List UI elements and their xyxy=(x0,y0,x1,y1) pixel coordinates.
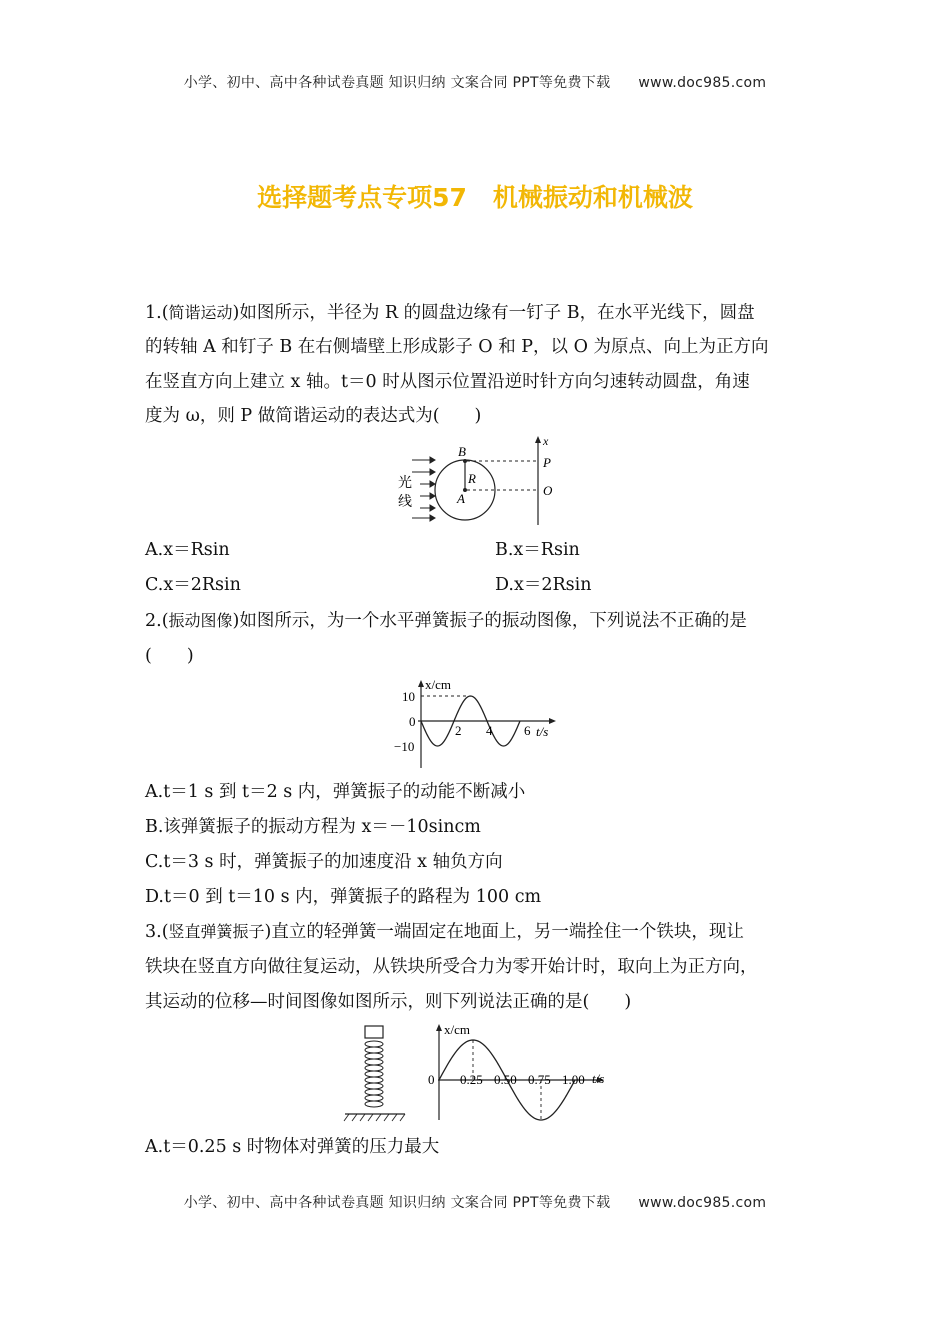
q1-figure xyxy=(390,432,565,528)
title-sub: 机械振动和机械波 xyxy=(492,183,693,212)
q1-topic: 简谐运动 xyxy=(168,303,233,322)
q3-topic: 竖直弹簧振子 xyxy=(168,922,265,941)
label-a: A xyxy=(457,491,465,506)
q3-xtick-025: 0.25 xyxy=(460,1072,483,1087)
iron-block xyxy=(365,1026,383,1038)
q3-xtick-100: 1.00 xyxy=(562,1072,585,1087)
q2-xtick-6: 6 xyxy=(524,723,531,738)
header-site[interactable]: www.doc985.com xyxy=(638,75,767,91)
footer-text: 小学、初中、高中各种试卷真题 知识归纳 文案合同 PPT等免费下载 xyxy=(183,1195,611,1211)
label-b: B xyxy=(458,444,466,459)
q2-topic: 振动图像 xyxy=(168,611,233,630)
page-header xyxy=(0,72,950,92)
q2-xtick-4: 4 xyxy=(486,723,493,738)
spring-coil xyxy=(365,1041,383,1107)
q3-line-3: 其运动的位移—时间图像如图所示，则下列说法正确的是( ) xyxy=(145,992,632,1012)
q1-option-d[interactable]: D.x＝2Rsin xyxy=(495,575,592,595)
pin-b xyxy=(463,459,467,463)
page-title xyxy=(0,178,950,214)
q3-line-2: 铁块在竖直方向做往复运动，从铁块所受合力为零开始计时，取向上为正方向， xyxy=(145,957,758,977)
q2-option-c[interactable]: C.t＝3 s 时，弹簧振子的加速度沿 x 轴负方向 xyxy=(145,852,503,872)
q2-chart xyxy=(392,676,567,772)
q1-line-1: 1.(简谐运动)如图所示，半径为 R 的圆盘边缘有一钉子 B，在水平光线下，圆盘 xyxy=(145,303,755,323)
title-main: 选择题考点专项57 xyxy=(257,183,467,212)
q2-option-a[interactable]: A.t＝1 s 到 t＝2 s 内，弹簧振子的动能不断减小 xyxy=(145,782,526,802)
q3-ytick-0: 0 xyxy=(428,1072,435,1087)
q3-xtick-075: 0.75 xyxy=(528,1072,551,1087)
q2-xtick-2: 2 xyxy=(455,723,462,738)
q1-option-b[interactable]: B.x＝Rsin xyxy=(495,540,580,560)
label-p: P xyxy=(543,455,551,470)
q2-line-1: 2.(振动图像)如图所示，为一个水平弹簧振子的振动图像，下列说法不正确的是 xyxy=(145,611,747,631)
q3-xlabel: t/s xyxy=(592,1071,605,1086)
q2-xlabel: t/s xyxy=(536,724,549,739)
label-r: R xyxy=(468,471,476,486)
q2-option-b[interactable]: B.该弹簧振子的振动方程为 x＝－10sincm xyxy=(145,817,481,837)
q1-line-3: 在竖直方向上建立 x 轴。t＝0 时从图示位置沿逆时针方向匀速转动圆盘，角速 xyxy=(145,372,750,392)
q2-ytick-10: 10 xyxy=(402,689,415,704)
q3-spring-figure xyxy=(340,1022,415,1124)
q3-xtick-050: 0.50 xyxy=(494,1072,517,1087)
q1-line-4: 度为 ω，则 P 做简谐运动的表达式为( ) xyxy=(145,406,482,426)
q3-line-1: 3.(竖直弹簧振子)直立的轻弹簧一端固定在地面上，另一端拴住一个铁块，现让 xyxy=(145,922,744,942)
header-text: 小学、初中、高中各种试卷真题 知识归纳 文案合同 PPT等免费下载 xyxy=(183,75,611,91)
q2-line-2: ( ) xyxy=(145,646,194,666)
q1-line-2: 的转轴 A 和钉子 B 在右侧墙壁上形成影子 O 和 P，以 O 为原点、向上为正方向 xyxy=(145,337,769,357)
q2-ytick-0: 0 xyxy=(409,714,416,729)
q2-option-d[interactable]: D.t＝0 到 t＝10 s 内，弹簧振子的路程为 100 cm xyxy=(145,887,542,907)
q3-ylabel: x/cm xyxy=(444,1022,470,1037)
q1-option-a[interactable]: A.x＝Rsin xyxy=(145,540,230,560)
footer-site[interactable]: www.doc985.com xyxy=(638,1195,767,1211)
q1-option-c[interactable]: C.x＝2Rsin xyxy=(145,575,241,595)
q3-chart xyxy=(422,1020,617,1122)
label-x: x xyxy=(543,434,549,448)
q1-fig-light1: 光 xyxy=(398,476,412,491)
q3-option-a[interactable]: A.t＝0.25 s 时物体对弹簧的压力最大 xyxy=(145,1137,440,1157)
page-footer xyxy=(0,1192,950,1212)
q2-ylabel: x/cm xyxy=(425,677,451,692)
q1-fig-light2: 线 xyxy=(398,495,412,510)
q2-ytick-neg10: −10 xyxy=(394,739,415,754)
label-o: O xyxy=(543,483,553,498)
